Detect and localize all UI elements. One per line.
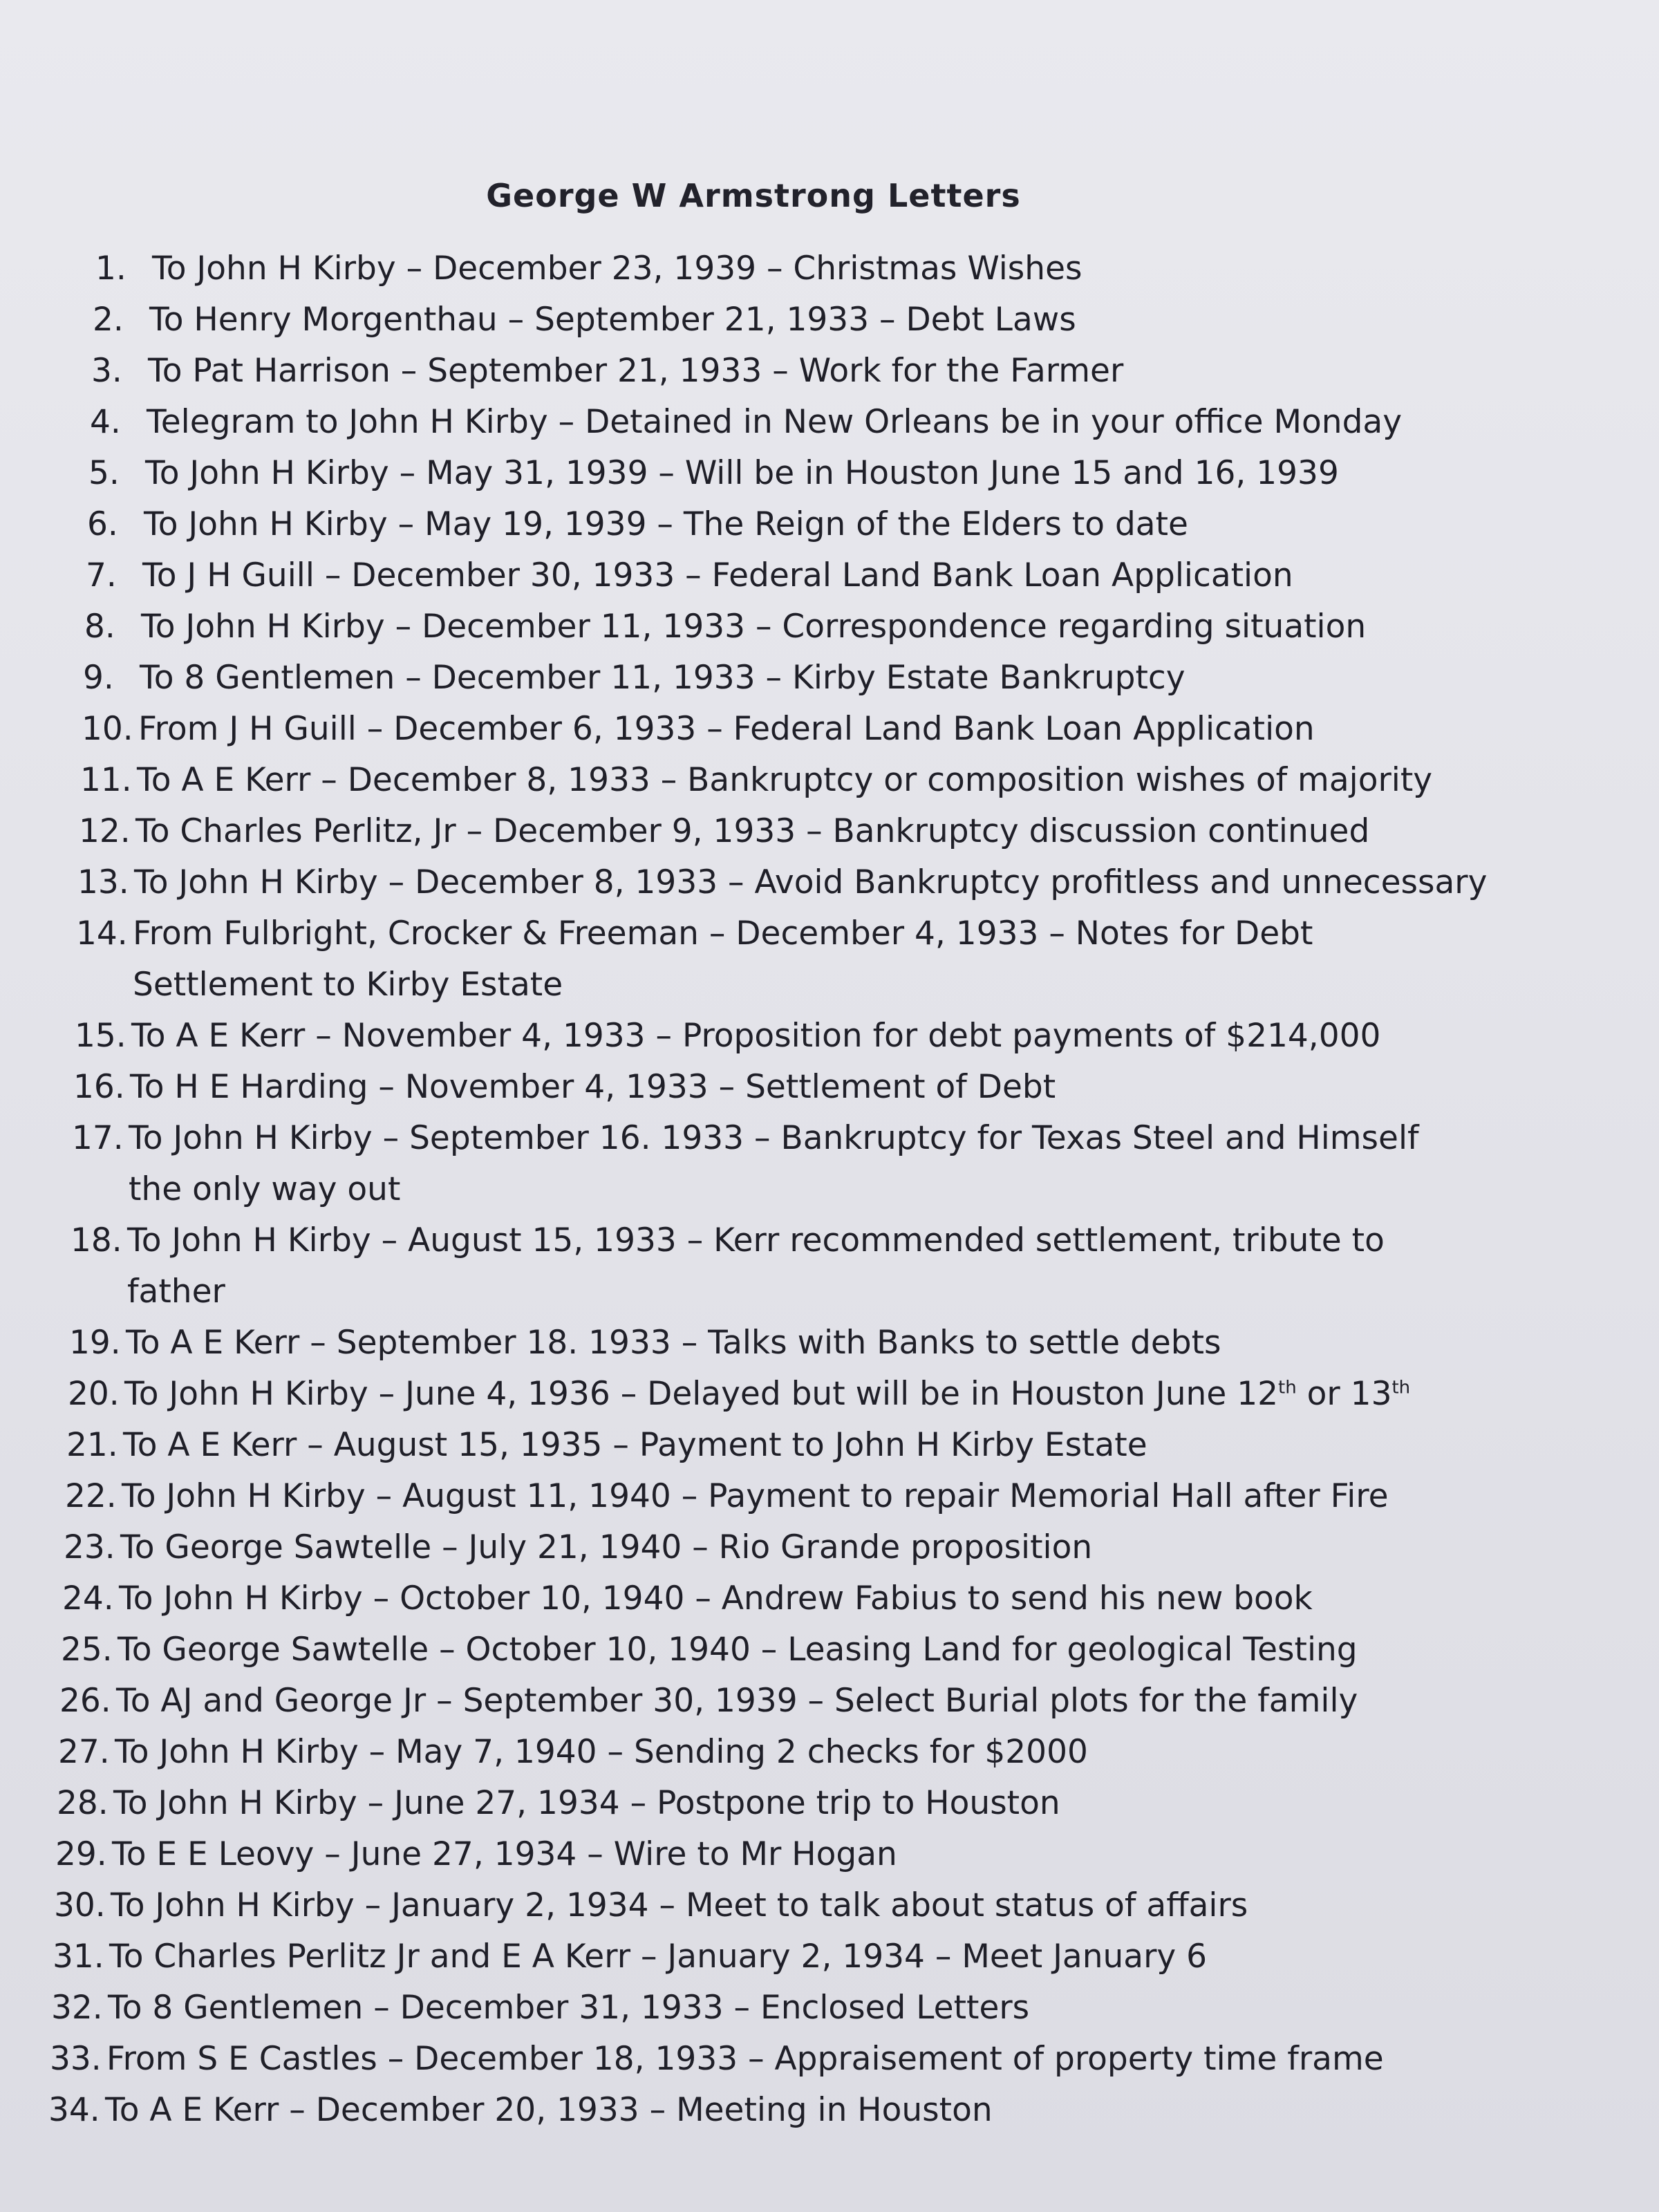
list-item: [0, 346, 1659, 397]
list-item: [0, 2085, 1659, 2136]
item-number: 26.: [59, 1682, 111, 1720]
item-number: 7.: [86, 556, 117, 594]
item-text: To John H Kirby – December 8, 1933 – Avoid Bankruptcy profitless and unnecessary: [134, 863, 1488, 901]
item-number: 18.: [71, 1221, 122, 1259]
list-item: [0, 1829, 1659, 1880]
item-text: To John H Kirby – August 15, 1933 – Kerr recommended settlement, tribute to father: [127, 1221, 1385, 1311]
item-text: To A E Kerr – September 18. 1933 – Talks with Banks to settle debts: [126, 1324, 1221, 1362]
item-text: To A E Kerr – November 4, 1933 – Proposition for debt payments of $214,000: [131, 1017, 1381, 1055]
ordinal-suffix: th: [1278, 1377, 1297, 1398]
item-number: 29.: [55, 1835, 107, 1873]
list-item: [0, 1420, 1659, 1471]
item-number: 11.: [80, 761, 132, 799]
list-item: [0, 2034, 1659, 2085]
item-number: 34.: [48, 2091, 100, 2129]
item-number: 12.: [79, 812, 131, 850]
item-number: 3.: [91, 352, 122, 390]
list-item: [0, 1778, 1659, 1829]
item-text: To John H Kirby – May 7, 1940 – Sending 2 checks for $2000: [115, 1733, 1088, 1771]
item-text-mid: or 13: [1296, 1375, 1392, 1413]
list-item: [0, 1369, 1659, 1420]
item-number: 22.: [65, 1477, 117, 1515]
item-number: 1.: [95, 250, 126, 288]
item-number: 21.: [66, 1426, 118, 1464]
item-text: To 8 Gentlemen – December 31, 1933 – Enclosed Letters: [108, 1989, 1030, 2027]
item-text: To John H Kirby – October 10, 1940 – Andrew Fabius to send his new book: [119, 1580, 1313, 1618]
item-text: To AJ and George Jr – September 30, 1939 – Select Burial plots for the family: [116, 1682, 1358, 1720]
item-text: To H E Harding – November 4, 1933 – Settlement of Debt: [130, 1068, 1056, 1106]
list-item: [0, 243, 1659, 294]
item-number: 32.: [51, 1989, 103, 2027]
list-item: [0, 1983, 1659, 2034]
item-number: 16.: [73, 1068, 125, 1106]
list-item: [0, 1880, 1659, 1931]
item-number: 17.: [72, 1119, 124, 1157]
item-text-main: To John H Kirby – June 4, 1936 – Delayed but will be in Houston June 12: [124, 1375, 1279, 1413]
list-item: [0, 1624, 1659, 1676]
item-text: To John H Kirby – August 11, 1940 – Payment to repair Memorial Hall after Fire: [122, 1477, 1389, 1515]
item-number: 25.: [61, 1631, 113, 1669]
item-text: To 8 Gentlemen – December 11, 1933 – Kirby Estate Bankruptcy: [140, 659, 1185, 697]
list-item: [0, 550, 1659, 601]
list-item: [0, 1318, 1659, 1369]
item-number: 23.: [64, 1528, 115, 1566]
list-item: [0, 397, 1659, 448]
list-item: [0, 1062, 1659, 1113]
item-text: To A E Kerr – August 15, 1935 – Payment to John H Kirby Estate: [123, 1426, 1147, 1464]
item-text: To John H Kirby – May 31, 1939 – Will be in Houston June 15 and 16, 1939: [145, 454, 1339, 492]
item-text: Telegram to John H Kirby – Detained in New Orleans be in your office Monday: [147, 403, 1403, 441]
item-text: To A E Kerr – December 20, 1933 – Meeting in Houston: [105, 2091, 993, 2129]
item-number: 9.: [83, 659, 114, 697]
letters-list: [0, 243, 1659, 2136]
list-item: [0, 806, 1659, 857]
item-number: 19.: [69, 1324, 121, 1362]
item-text: To John H Kirby – December 23, 1939 – Christmas Wishes: [152, 250, 1082, 288]
item-text: To J H Guill – December 30, 1933 – Federal Land Bank Loan Application: [142, 556, 1293, 594]
list-item: [0, 448, 1659, 499]
list-item: [0, 908, 1659, 1011]
item-number: 4.: [90, 403, 121, 441]
list-item: [0, 1676, 1659, 1727]
item-text: To Henry Morgenthau – September 21, 1933 – Debt Laws: [149, 301, 1076, 339]
list-item: [0, 601, 1659, 653]
item-number: 8.: [84, 608, 115, 646]
list-item: [0, 704, 1659, 755]
document-title: George W Armstrong Letters: [486, 177, 1021, 214]
list-item: [0, 499, 1659, 550]
item-text: To Charles Perlitz, Jr – December 9, 1933 – Bankruptcy discussion continued: [135, 812, 1370, 850]
item-number: 14.: [76, 915, 128, 953]
item-text: [124, 1369, 1410, 1420]
item-text: To John H Kirby – December 11, 1933 – Correspondence regarding situation: [141, 608, 1367, 646]
list-item: [0, 755, 1659, 806]
item-text: To George Sawtelle – October 10, 1940 – Leasing Land for geological Testing: [118, 1631, 1358, 1669]
item-number: 33.: [50, 2040, 102, 2078]
item-text: From Fulbright, Crocker & Freeman – December 4, 1933 – Notes for Debt Settlement to Kirby Estate: [133, 915, 1313, 1004]
item-number: 24.: [62, 1580, 114, 1618]
list-item: [0, 1573, 1659, 1624]
item-text: To E E Leovy – June 27, 1934 – Wire to Mr Hogan: [112, 1835, 897, 1873]
list-item: [0, 1113, 1659, 1215]
item-number: 13.: [77, 863, 129, 901]
item-text: To George Sawtelle – July 21, 1940 – Rio Grande proposition: [120, 1528, 1093, 1566]
item-number: 5.: [88, 454, 120, 492]
item-text: To Pat Harrison – September 21, 1933 – Work for the Farmer: [148, 352, 1124, 390]
item-number: 2.: [93, 301, 124, 339]
item-number: 6.: [87, 505, 118, 543]
list-item: [0, 1931, 1659, 1983]
list-item: [0, 1522, 1659, 1573]
item-text: To A E Kerr – December 8, 1933 – Bankruptcy or composition wishes of majority: [137, 761, 1433, 799]
item-text: To John H Kirby – May 19, 1939 – The Reign of the Elders to date: [144, 505, 1188, 543]
item-text: To Charles Perlitz Jr and E A Kerr – January 2, 1934 – Meet January 6: [109, 1938, 1208, 1976]
item-text: From J H Guill – December 6, 1933 – Federal Land Bank Loan Application: [138, 710, 1315, 748]
list-item: [0, 1215, 1659, 1318]
item-text: From S E Castles – December 18, 1933 – Appraisement of property time frame: [106, 2040, 1384, 2078]
item-number: 20.: [68, 1375, 120, 1413]
list-item: [0, 857, 1659, 908]
ordinal-suffix: th: [1391, 1377, 1411, 1398]
list-item: [0, 1011, 1659, 1062]
list-item: [0, 1727, 1659, 1778]
item-number: 31.: [53, 1938, 104, 1976]
item-number: 27.: [58, 1733, 110, 1771]
item-number: 10.: [82, 710, 133, 748]
list-item: [0, 1471, 1659, 1522]
item-text: To John H Kirby – September 16. 1933 – Bankruptcy for Texas Steel and Himself the only way out: [129, 1119, 1419, 1208]
item-number: 28.: [57, 1784, 109, 1822]
item-text: To John H Kirby – June 27, 1934 – Postpone trip to Houston: [113, 1784, 1060, 1822]
item-number: 15.: [75, 1017, 126, 1055]
list-item: [0, 653, 1659, 704]
item-text: To John H Kirby – January 2, 1934 – Meet to talk about status of affairs: [111, 1886, 1248, 1924]
item-number: 30.: [54, 1886, 106, 1924]
list-item: [0, 294, 1659, 346]
